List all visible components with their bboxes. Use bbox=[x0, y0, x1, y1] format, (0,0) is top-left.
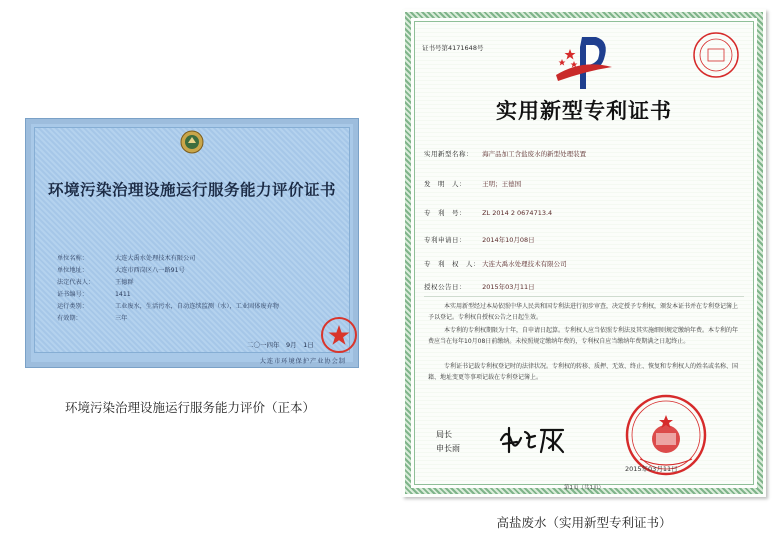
field-label: 发 明 人： bbox=[424, 180, 466, 188]
handwritten-signature-icon bbox=[497, 422, 567, 458]
certificate-stamp-icon bbox=[692, 31, 740, 79]
field-label: 专 利 权 人： bbox=[424, 260, 480, 268]
certificate-inner-panel bbox=[34, 127, 350, 353]
info-row-category bbox=[57, 301, 347, 313]
field-value: 2014年10月08日 bbox=[482, 236, 535, 244]
field-value: 王明；王德国 bbox=[482, 180, 522, 188]
grant-date-stamp: 2015年03月11日 bbox=[625, 465, 678, 473]
info-row-representative bbox=[57, 277, 347, 289]
info-label: 法定代表人： bbox=[57, 279, 95, 286]
info-label: 证书编号： bbox=[57, 291, 88, 298]
patent-office-logo-icon bbox=[552, 31, 616, 91]
certificate-environmental bbox=[25, 118, 359, 368]
field-value: 大连大禹水处理技术有限公司 bbox=[482, 260, 567, 268]
body-paragraph: 本专利的专利权期限为十年，自申请日起算。专利权人应当依照专利法及其实施细则规定缴纳年费。本专利的年费应当在每年10月08日前缴纳。未按照规定缴纳年费的，专利权自应当缴纳年费期满之日起终止。 bbox=[428, 327, 739, 345]
director-title: 局长 bbox=[436, 430, 452, 439]
certificate-title: 环境污染治理设施运行服务能力评价证书 bbox=[47, 180, 336, 199]
field-value: 2015年03月11日 bbox=[482, 283, 535, 291]
certificate-patent bbox=[402, 9, 766, 497]
field-application-date bbox=[424, 235, 535, 244]
page-number: 第1页（共1页） bbox=[564, 485, 604, 491]
body-paragraph: 本实用新型经过本局依照中华人民共和国专利法进行初步审查，决定授予专利权，颁发本证书并在专利登记簿上予以登记。专利权自授权公告之日起生效。 bbox=[428, 303, 739, 321]
info-label: 单位名称： bbox=[57, 255, 88, 262]
field-value: ZL 2014 2 0674713.4 bbox=[482, 209, 553, 217]
info-value: 1411 bbox=[115, 291, 131, 298]
certificate-title: 实用新型专利证书 bbox=[496, 98, 672, 123]
info-row-cert-number bbox=[57, 289, 347, 301]
info-row-company bbox=[57, 253, 347, 265]
body-paragraph: 专利证书记载专利权登记时的法律状况。专利权的转移、质押、无效、终止、恢复和专利权人的姓名或名称、国籍、地址变更等事项记载在专利登记簿上。 bbox=[428, 363, 739, 381]
info-value: 大连市西岗区八一路91号 bbox=[115, 267, 185, 274]
issuer-label: 大连市环境保护产业协会制 bbox=[259, 358, 346, 365]
info-value: 工业废水，生活污水，自动连续监测（水），工业固体废弃物 bbox=[115, 303, 279, 310]
field-inventor bbox=[424, 179, 521, 188]
red-seal-icon bbox=[320, 316, 358, 354]
caption-environmental: 环境污染治理设施运行服务能力评价（正本） bbox=[64, 400, 315, 415]
divider bbox=[424, 296, 744, 297]
certificate-info-table bbox=[57, 253, 347, 325]
field-utility-name bbox=[424, 149, 586, 158]
field-grant-date bbox=[424, 282, 535, 291]
emblem-icon bbox=[180, 130, 204, 154]
info-label: 单位地址： bbox=[57, 267, 88, 274]
info-value: 三年 bbox=[115, 315, 128, 322]
info-label: 有效期： bbox=[57, 315, 82, 322]
field-label: 专 利 号： bbox=[424, 209, 466, 217]
info-value: 王德群 bbox=[115, 279, 134, 286]
field-value: 海产品加工含盐废水的新型处理装置 bbox=[482, 150, 587, 158]
field-patentee bbox=[424, 259, 567, 268]
info-row-validity bbox=[57, 313, 347, 325]
info-value: 大连大禹水处理技术有限公司 bbox=[115, 255, 196, 262]
field-label: 专利申请日： bbox=[424, 236, 466, 244]
field-patent-number bbox=[424, 208, 552, 217]
field-label: 实用新型名称： bbox=[424, 150, 473, 158]
director-name: 申长雨 bbox=[436, 444, 460, 453]
caption-patent: 高盐废水（实用新型专利证书） bbox=[496, 515, 672, 530]
field-label: 授权公告日： bbox=[424, 283, 466, 291]
info-row-address bbox=[57, 265, 347, 277]
issue-date: 二〇一四年 9月 1日 bbox=[247, 341, 314, 349]
certificate-number: 证书号第4171648号 bbox=[422, 44, 484, 52]
info-label: 运行类别： bbox=[57, 303, 88, 310]
